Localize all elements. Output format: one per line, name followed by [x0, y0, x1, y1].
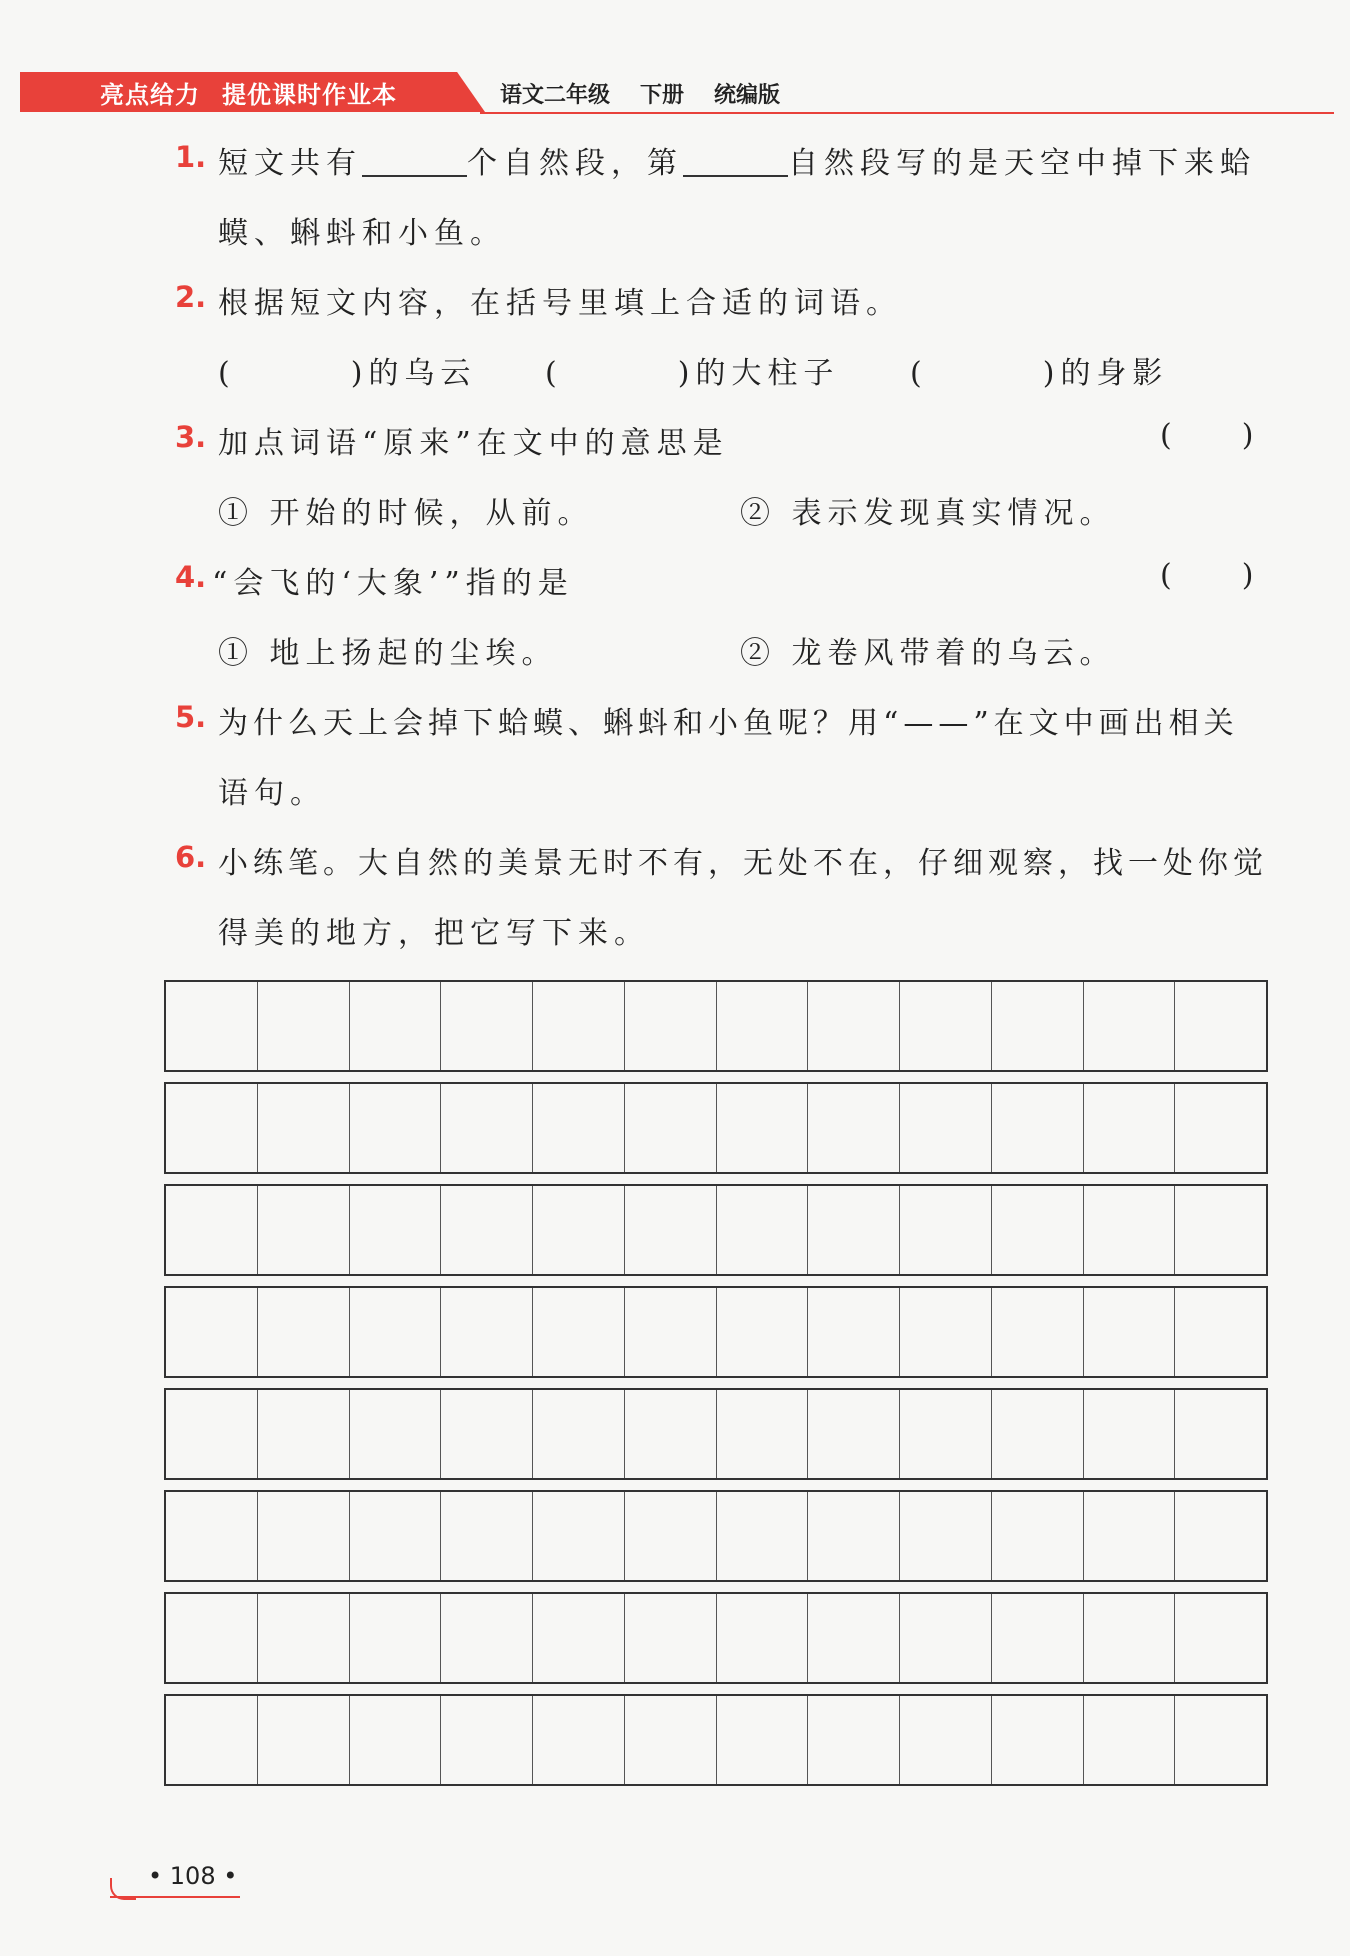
grid-cell[interactable] [625, 982, 717, 1070]
question-number: 4. [175, 560, 207, 594]
grid-cell[interactable] [350, 1390, 442, 1478]
grid-cell[interactable] [717, 1288, 809, 1376]
question-text: 加点词语“原来”在文中的意思是 [218, 426, 729, 461]
grid-cell[interactable] [1084, 1390, 1176, 1478]
grid-cell[interactable] [808, 1084, 900, 1172]
grid-cell[interactable] [350, 982, 442, 1070]
question-text [218, 138, 1256, 182]
grid-cell[interactable] [992, 1594, 1084, 1682]
grid-row [164, 1694, 1268, 1786]
grid-cell[interactable] [533, 1594, 625, 1682]
fill-item [910, 348, 1168, 392]
footer-rule [110, 1896, 240, 1898]
grid-cell[interactable] [441, 982, 533, 1070]
grid-cell[interactable] [166, 1594, 258, 1682]
grid-row [164, 1286, 1268, 1378]
question-text-line2: 蟆、蝌蚪和小鱼。 [218, 216, 506, 251]
grid-cell[interactable] [1175, 1288, 1266, 1376]
option-1: ① 地上扬起的尘埃。 [218, 636, 558, 671]
question-text: 为什么天上会掉下蛤蟆、蝌蚪和小鱼呢？用“——”在文中画出相关 [218, 706, 1239, 741]
grid-cell[interactable] [625, 1084, 717, 1172]
grid-cell[interactable] [441, 1390, 533, 1478]
question-number: 5. [175, 700, 207, 734]
question-text-line2: 得美的地方，把它写下来。 [218, 916, 650, 951]
grid-cell[interactable] [900, 1084, 992, 1172]
grid-row [164, 1082, 1268, 1174]
grid-cell[interactable] [350, 1084, 442, 1172]
option-2: ② 表示发现真实情况。 [740, 496, 1116, 531]
grid-cell[interactable] [1084, 1594, 1176, 1682]
grid-cell[interactable] [717, 1084, 809, 1172]
grid-cell[interactable] [625, 1594, 717, 1682]
grid-cell[interactable] [808, 1594, 900, 1682]
grid-cell[interactable] [533, 1288, 625, 1376]
text-part: 短文共有 [218, 146, 362, 181]
grid-cell[interactable] [258, 1594, 350, 1682]
fill-item [218, 348, 476, 392]
page-number: • 108 • [148, 1862, 238, 1890]
volume: 下册 [640, 82, 685, 108]
question-text-line2: 语句。 [218, 776, 326, 811]
grid-cell[interactable] [992, 1186, 1084, 1274]
question-number: 1. [175, 140, 207, 174]
grid-cell[interactable] [258, 1288, 350, 1376]
grid-cell[interactable] [441, 1084, 533, 1172]
grid-cell[interactable] [900, 1696, 992, 1784]
grid-cell[interactable] [258, 1186, 350, 1274]
grid-row [164, 980, 1268, 1072]
grid-cell[interactable] [258, 982, 350, 1070]
paren-blank[interactable]: ( ) [545, 356, 696, 391]
header-rule [480, 112, 1334, 114]
grid-cell[interactable] [441, 1288, 533, 1376]
grid-cell[interactable] [808, 982, 900, 1070]
grid-cell[interactable] [1084, 1288, 1176, 1376]
grid-cell[interactable] [533, 982, 625, 1070]
grid-cell[interactable] [1084, 982, 1176, 1070]
grid-cell[interactable] [625, 1390, 717, 1478]
answer-blank[interactable] [362, 175, 467, 177]
grid-cell[interactable] [258, 1492, 350, 1580]
grid-cell[interactable] [441, 1492, 533, 1580]
grid-cell[interactable] [350, 1696, 442, 1784]
text-part: 自然段写的是天空中掉下来蛤 [788, 146, 1256, 181]
grid-cell[interactable] [258, 1084, 350, 1172]
question-number: 2. [175, 280, 207, 314]
grid-cell[interactable] [166, 1186, 258, 1274]
grid-cell[interactable] [1175, 1084, 1266, 1172]
grid-row [164, 1490, 1268, 1582]
grid-cell[interactable] [717, 982, 809, 1070]
paren-blank[interactable]: ( ) [910, 356, 1061, 391]
grid-cell[interactable] [808, 1492, 900, 1580]
grid-cell[interactable] [533, 1084, 625, 1172]
paren-blank[interactable]: ( ) [218, 356, 369, 391]
grid-cell[interactable] [1175, 1186, 1266, 1274]
grid-row [164, 1184, 1268, 1276]
grid-cell[interactable] [900, 1594, 992, 1682]
grid-cell[interactable] [533, 1186, 625, 1274]
series-name-a: 亮点给力 [100, 80, 200, 109]
option-1: ① 开始的时候，从前。 [218, 496, 594, 531]
series-name-b: 提优课时作业本 [222, 80, 397, 109]
grid-cell[interactable] [166, 1288, 258, 1376]
grid-cell[interactable] [625, 1696, 717, 1784]
grid-cell[interactable] [258, 1696, 350, 1784]
grid-cell[interactable] [1175, 1492, 1266, 1580]
grid-cell[interactable] [533, 1696, 625, 1784]
grid-cell[interactable] [166, 1492, 258, 1580]
grid-cell[interactable] [992, 1084, 1084, 1172]
grid-cell[interactable] [900, 1288, 992, 1376]
grid-cell[interactable] [808, 1696, 900, 1784]
book-meta [500, 78, 780, 108]
grid-cell[interactable] [1175, 1594, 1266, 1682]
grid-cell[interactable] [258, 1390, 350, 1478]
edition: 统编版 [714, 82, 781, 108]
grid-cell[interactable] [625, 1186, 717, 1274]
grid-row [164, 1388, 1268, 1480]
fill-item-text: 的身影 [1060, 356, 1169, 391]
grid-cell[interactable] [900, 982, 992, 1070]
grid-cell[interactable] [441, 1594, 533, 1682]
grid-cell[interactable] [350, 1288, 442, 1376]
grid-cell[interactable] [350, 1594, 442, 1682]
fill-item-text: 的大柱子 [695, 356, 840, 391]
grid-cell[interactable] [1175, 1390, 1266, 1478]
grid-cell[interactable] [1084, 1492, 1176, 1580]
question-text: 根据短文内容，在括号里填上合适的词语。 [218, 286, 902, 321]
fill-item-text: 的乌云 [368, 356, 477, 391]
grid-cell[interactable] [1175, 1696, 1266, 1784]
grid-cell[interactable] [717, 1594, 809, 1682]
grid-cell[interactable] [1084, 1696, 1176, 1784]
grid-cell[interactable] [441, 1696, 533, 1784]
grid-cell[interactable] [992, 1696, 1084, 1784]
grid-cell[interactable] [533, 1492, 625, 1580]
grid-cell[interactable] [533, 1390, 625, 1478]
question-number: 6. [175, 840, 207, 874]
grid-cell[interactable] [900, 1492, 992, 1580]
question-number: 3. [175, 420, 207, 454]
option-2: ② 龙卷风带着的乌云。 [740, 636, 1116, 671]
grid-cell[interactable] [992, 1390, 1084, 1478]
grid-cell[interactable] [808, 1288, 900, 1376]
answer-blank[interactable] [683, 175, 788, 177]
grid-cell[interactable] [441, 1186, 533, 1274]
series-title [100, 76, 397, 108]
grid-cell[interactable] [900, 1186, 992, 1274]
text-part: 个自然段，第 [467, 146, 683, 181]
grid-cell[interactable] [625, 1288, 717, 1376]
grid-cell[interactable] [350, 1186, 442, 1274]
grid-cell[interactable] [166, 1390, 258, 1478]
answer-parens[interactable]: ( ) [1160, 418, 1254, 453]
grid-cell[interactable] [717, 1696, 809, 1784]
question-text: “会飞的‘大象’”指的是 [212, 566, 574, 601]
grid-cell[interactable] [1084, 1084, 1176, 1172]
fill-item [545, 348, 839, 392]
grid-cell[interactable] [992, 1492, 1084, 1580]
subject-grade: 语文二年级 [500, 82, 611, 108]
answer-parens[interactable]: ( ) [1160, 558, 1254, 593]
grid-cell[interactable] [808, 1390, 900, 1478]
grid-row [164, 1592, 1268, 1684]
grid-cell[interactable] [166, 1084, 258, 1172]
grid-cell[interactable] [1175, 982, 1266, 1070]
grid-cell[interactable] [166, 982, 258, 1070]
grid-cell[interactable] [900, 1390, 992, 1478]
grid-cell[interactable] [992, 982, 1084, 1070]
grid-cell[interactable] [717, 1492, 809, 1580]
question-text: 小练笔。大自然的美景无时不有，无处不在，仔细观察，找一处你觉 [218, 846, 1268, 881]
grid-cell[interactable] [992, 1288, 1084, 1376]
grid-cell[interactable] [1084, 1186, 1176, 1274]
grid-cell[interactable] [717, 1390, 809, 1478]
grid-cell[interactable] [717, 1186, 809, 1274]
grid-cell[interactable] [808, 1186, 900, 1274]
grid-cell[interactable] [350, 1492, 442, 1580]
grid-cell[interactable] [625, 1492, 717, 1580]
grid-cell[interactable] [166, 1696, 258, 1784]
